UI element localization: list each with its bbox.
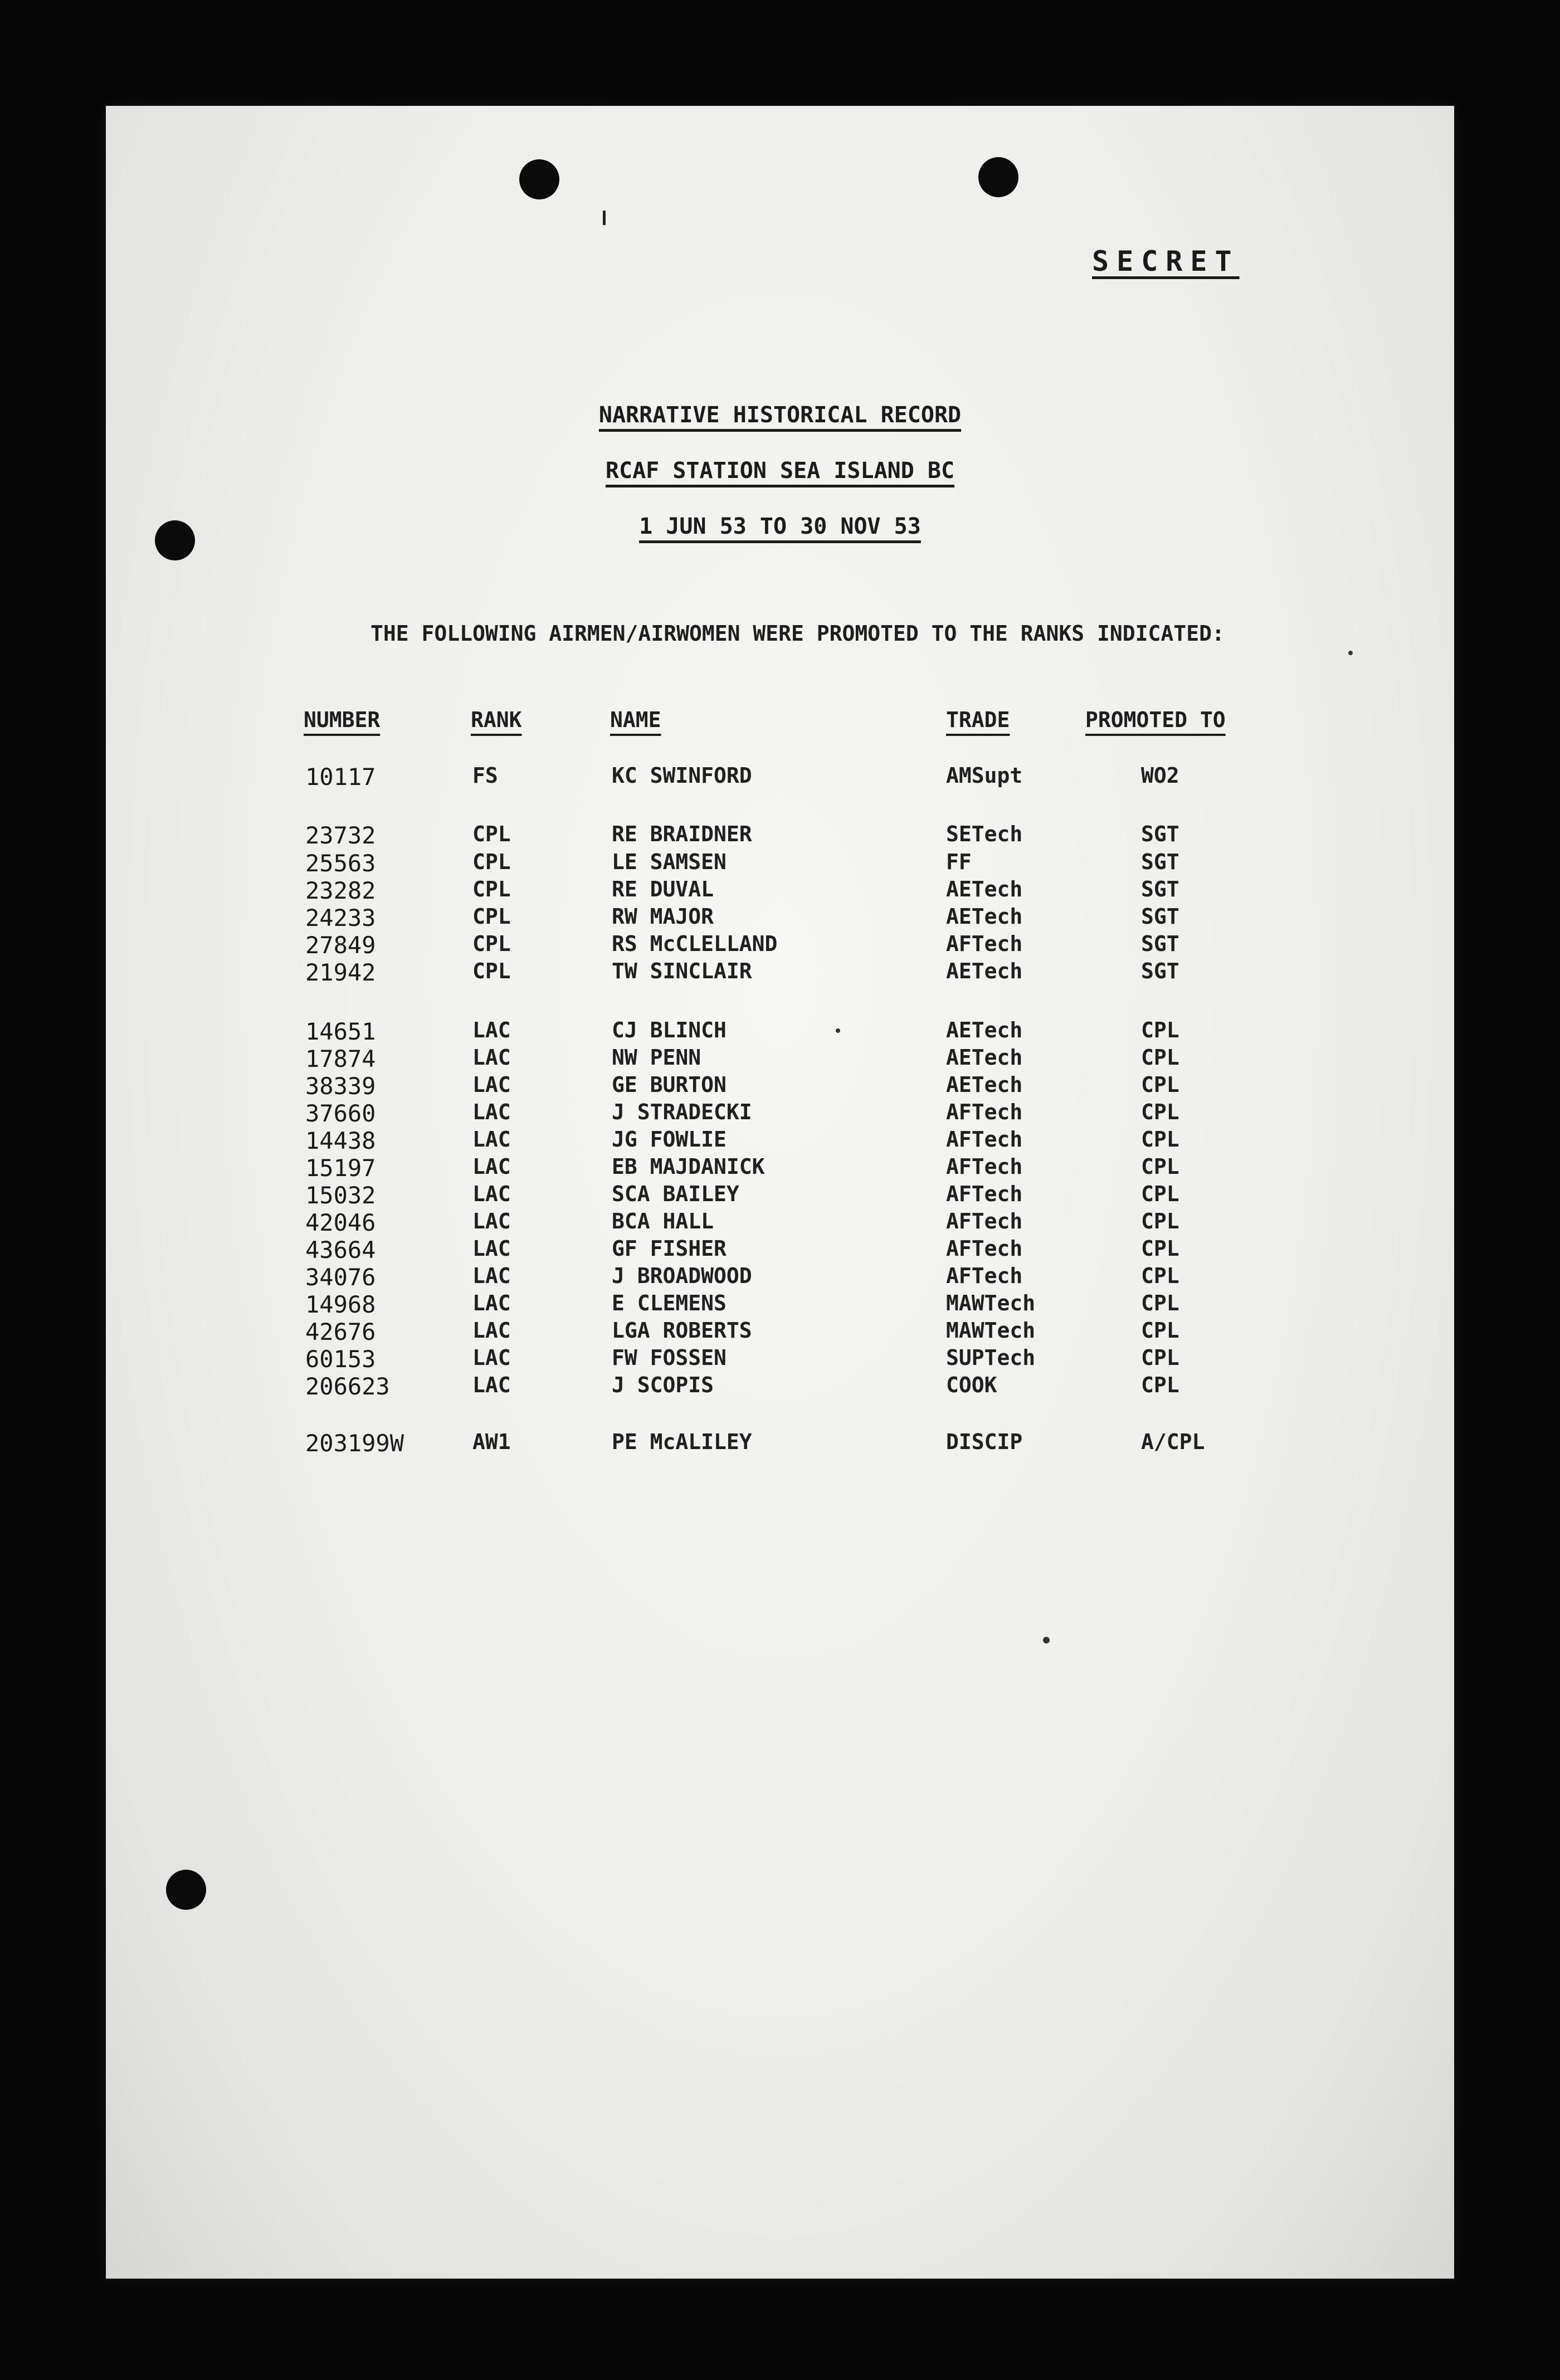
cell-promoted-to: CPL <box>1141 1264 1179 1288</box>
cell-rank: CPL <box>472 877 511 901</box>
cell-trade: COOK <box>946 1373 997 1397</box>
cell-trade: DISCIP <box>946 1430 1023 1454</box>
column-header-promoted-to: PROMOTED TO <box>1085 708 1226 732</box>
cell-trade: AETech <box>946 877 1023 901</box>
cell-rank: CPL <box>472 959 511 983</box>
column-header-rank: RANK <box>471 708 522 732</box>
cell-trade: AFTech <box>946 1182 1023 1206</box>
cell-promoted-to: CPL <box>1141 1072 1179 1097</box>
cell-promoted-to: SGT <box>1141 877 1179 901</box>
column-header-number: NUMBER <box>304 708 381 732</box>
cell-number: 34076 <box>305 1264 376 1291</box>
cell-trade: AFTech <box>946 1236 1023 1261</box>
cell-promoted-to: CPL <box>1141 1018 1179 1042</box>
cell-number: 14438 <box>305 1127 376 1154</box>
cell-name: BCA HALL <box>612 1209 714 1233</box>
cell-rank: FS <box>472 763 498 788</box>
station-name: RCAF STATION SEA ISLAND BC <box>605 458 955 484</box>
cell-name: J SCOPIS <box>612 1373 714 1397</box>
cell-trade: AFTech <box>946 1209 1023 1233</box>
paper-speck <box>1348 651 1353 655</box>
cell-number: 43664 <box>305 1236 376 1264</box>
cell-trade: AFTech <box>946 1127 1023 1152</box>
cell-number: 42676 <box>305 1318 376 1345</box>
cell-number: 206623 <box>305 1373 390 1400</box>
cell-rank: LAC <box>472 1100 511 1124</box>
cell-trade: MAWTech <box>946 1291 1036 1315</box>
cell-trade: AETech <box>946 1018 1023 1042</box>
cell-number: 10117 <box>305 763 376 791</box>
cell-number: 42046 <box>305 1209 376 1236</box>
punch-hole <box>166 1870 206 1910</box>
cell-name: CJ BLINCH <box>612 1018 727 1042</box>
cell-rank: CPL <box>472 931 511 956</box>
cell-name: RE DUVAL <box>612 877 714 901</box>
cell-rank: LAC <box>472 1373 511 1397</box>
cell-name: JG FOWLIE <box>612 1127 727 1152</box>
cell-name: PE McALILEY <box>612 1430 752 1454</box>
cell-name: J BROADWOOD <box>612 1264 752 1288</box>
cell-number: 15032 <box>305 1182 376 1209</box>
cell-number: 27849 <box>305 931 376 959</box>
punch-hole <box>519 159 559 199</box>
cell-number: 25563 <box>305 850 376 877</box>
cell-name: TW SINCLAIR <box>612 959 752 983</box>
cell-number: 14651 <box>305 1018 376 1045</box>
cell-promoted-to: CPL <box>1141 1236 1179 1261</box>
cell-promoted-to: CPL <box>1141 1100 1179 1124</box>
cell-number: 17874 <box>305 1045 376 1072</box>
cell-promoted-to: SGT <box>1141 904 1179 929</box>
cell-rank: LAC <box>472 1264 511 1288</box>
cell-number: 203199W <box>305 1430 404 1457</box>
cell-promoted-to: SGT <box>1141 850 1179 874</box>
cell-promoted-to: CPL <box>1141 1154 1179 1179</box>
cell-rank: LAC <box>472 1318 511 1343</box>
cell-number: 24233 <box>305 904 376 931</box>
cell-rank: LAC <box>472 1291 511 1315</box>
cell-rank: AW1 <box>472 1430 511 1454</box>
cell-name: FW FOSSEN <box>612 1345 727 1370</box>
cell-name: GF FISHER <box>612 1236 727 1261</box>
cell-trade: AFTech <box>946 931 1023 956</box>
cell-rank: LAC <box>472 1154 511 1179</box>
cell-trade: SETech <box>946 822 1023 846</box>
cell-rank: CPL <box>472 904 511 929</box>
cell-rank: LAC <box>472 1045 511 1070</box>
cell-rank: CPL <box>472 822 511 846</box>
cell-rank: CPL <box>472 850 511 874</box>
cell-promoted-to: CPL <box>1141 1182 1179 1206</box>
cell-promoted-to: SGT <box>1141 931 1179 956</box>
cell-promoted-to: SGT <box>1141 822 1179 846</box>
cell-promoted-to: CPL <box>1141 1209 1179 1233</box>
cell-trade: AETech <box>946 1072 1023 1097</box>
document-title: NARRATIVE HISTORICAL RECORD <box>598 402 962 428</box>
cell-name: GE BURTON <box>612 1072 727 1097</box>
cell-number: 14968 <box>305 1291 376 1318</box>
cell-trade: AFTech <box>946 1100 1023 1124</box>
cell-rank: LAC <box>472 1236 511 1261</box>
cell-promoted-to: CPL <box>1141 1291 1179 1315</box>
cell-promoted-to: WO2 <box>1141 763 1179 788</box>
cell-name: LGA ROBERTS <box>612 1318 752 1343</box>
intro-statement: THE FOLLOWING AIRMEN/AIRWOMEN WERE PROMOTED TO THE RANKS INDICATED: <box>370 621 1225 646</box>
cell-trade: AETech <box>946 959 1023 983</box>
cell-rank: LAC <box>472 1127 511 1152</box>
cell-rank: LAC <box>472 1072 511 1097</box>
cell-name: NW PENN <box>612 1045 701 1070</box>
cell-promoted-to: CPL <box>1141 1373 1179 1397</box>
cell-name: RE BRAIDNER <box>612 822 752 846</box>
cell-name: EB MAJDANICK <box>612 1154 765 1179</box>
cell-promoted-to: CPL <box>1141 1318 1179 1343</box>
cell-name: E CLEMENS <box>612 1291 727 1315</box>
cell-name: LE SAMSEN <box>612 850 727 874</box>
cell-name: RS McCLELLAND <box>612 931 778 956</box>
cell-promoted-to: CPL <box>1141 1345 1179 1370</box>
cell-trade: SUPTech <box>946 1345 1036 1370</box>
cell-number: 23282 <box>305 877 376 904</box>
cell-name: KC SWINFORD <box>612 763 752 788</box>
cell-trade: AETech <box>946 1045 1023 1070</box>
cell-trade: AMSupt <box>946 763 1023 788</box>
cell-promoted-to: SGT <box>1141 959 1179 983</box>
column-header-name: NAME <box>610 708 661 732</box>
stray-mark <box>603 211 606 225</box>
cell-trade: AFTech <box>946 1154 1023 1179</box>
cell-number: 23732 <box>305 822 376 849</box>
paper-speck <box>1043 1637 1050 1643</box>
cell-name: RW MAJOR <box>612 904 714 929</box>
cell-trade: FF <box>946 850 972 874</box>
cell-promoted-to: A/CPL <box>1141 1430 1205 1454</box>
report-period: 1 JUN 53 TO 30 NOV 53 <box>639 514 921 539</box>
cell-trade: AETech <box>946 904 1023 929</box>
cell-number: 21942 <box>305 959 376 986</box>
column-header-trade: TRADE <box>946 708 1010 732</box>
cell-number: 60153 <box>305 1345 376 1373</box>
cell-rank: LAC <box>472 1345 511 1370</box>
cell-name: J STRADECKI <box>612 1100 752 1124</box>
cell-rank: LAC <box>472 1182 511 1206</box>
cell-name: SCA BAILEY <box>612 1182 739 1206</box>
cell-trade: AFTech <box>946 1264 1023 1288</box>
paper-speck <box>836 1028 840 1033</box>
cell-rank: LAC <box>472 1018 511 1042</box>
cell-trade: MAWTech <box>946 1318 1036 1343</box>
cell-promoted-to: CPL <box>1141 1127 1179 1152</box>
classification-stamp: SECRET <box>1092 245 1240 277</box>
cell-number: 38339 <box>305 1072 376 1100</box>
cell-number: 37660 <box>305 1100 376 1127</box>
cell-rank: LAC <box>472 1209 511 1233</box>
punch-hole <box>978 157 1018 197</box>
cell-number: 15197 <box>305 1154 376 1182</box>
cell-promoted-to: CPL <box>1141 1045 1179 1070</box>
